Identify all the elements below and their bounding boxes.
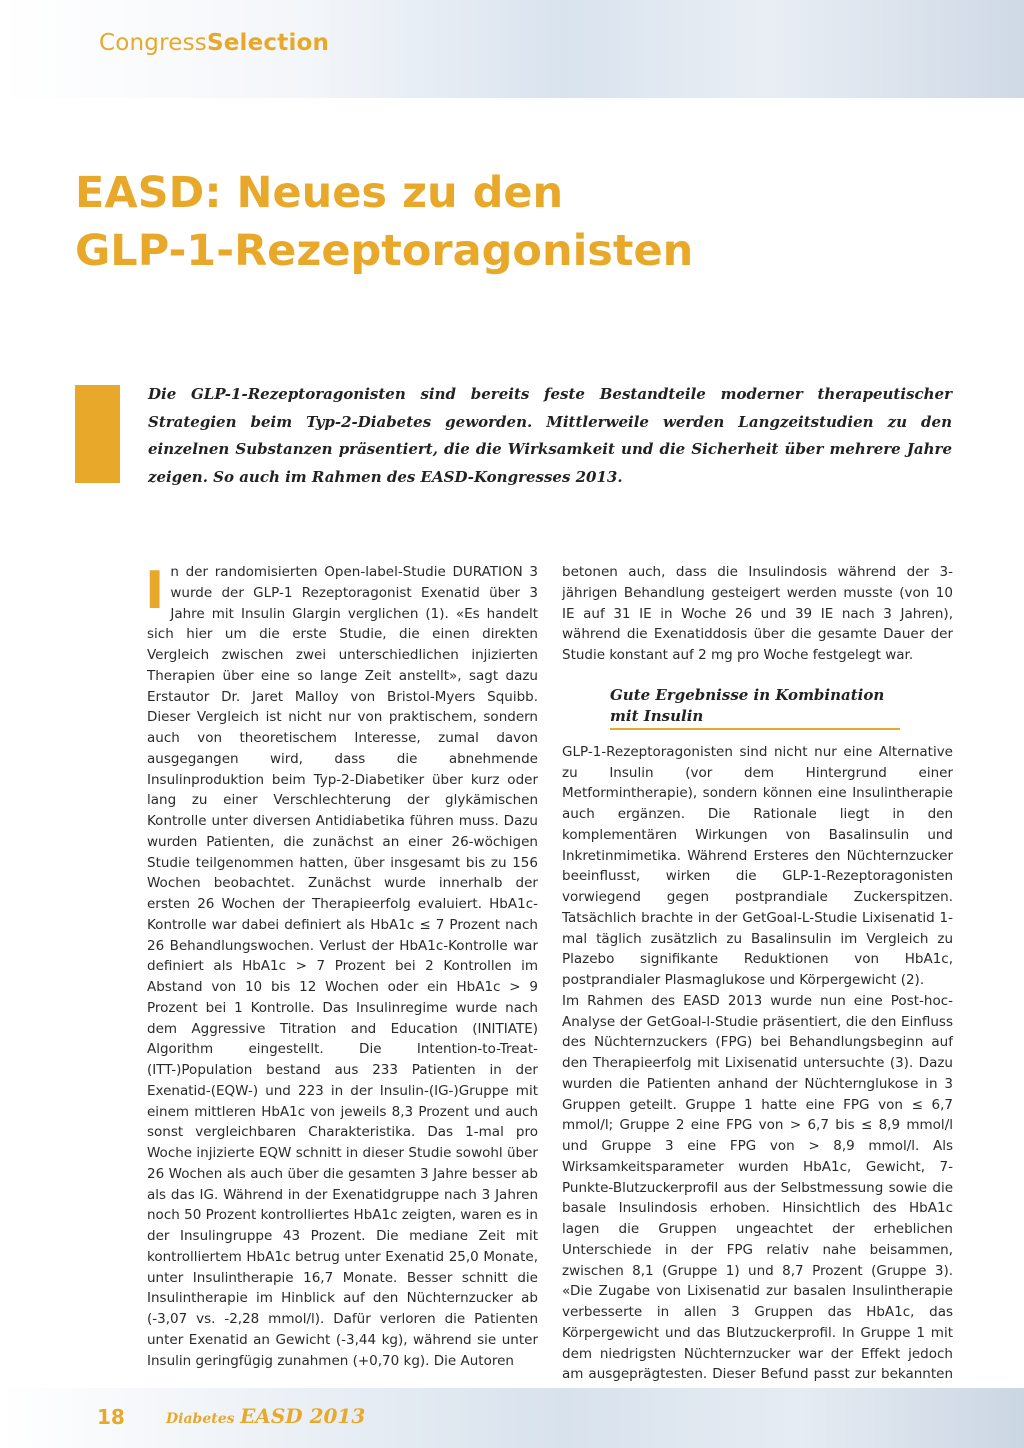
publication-big: EASD 2013 xyxy=(240,1404,366,1428)
publication-name xyxy=(166,1404,365,1428)
title-line-2: GLP-1-Rezeptoragonisten xyxy=(75,226,694,276)
body-paragraph: GLP-1-Rezeptoragonisten sind nicht nur eine Alternative zu Insulin (vor dem Hintergrund einer Metformintherapie), sondern können eine Insulintherapie auch ergänzen. Die Rationale liegt in den komplementären Wirkungen von Basalinsulin und Inkretinmimetika. Während Ersteres den Nüchternzucker beeinflusst, wirken die GLP-1-Rezeptoragonisten vorwiegend gegen postprandiale Zuckerspitzen. Tatsächlich brachte in der GetGoal-L-Studie Lixisenatid 1-mal täglich zusätzlich zu Basalinsulin im Vergleich zu Plazebo signifikante Reduktionen von HbA1c, postprandialer Plasmaglukose und Körpergewicht (2). xyxy=(562,743,953,988)
brand-light: Congress xyxy=(99,30,207,56)
publication-small: Diabetes xyxy=(166,1411,235,1427)
body-paragraph: Im Rahmen des EASD 2013 wurde nun eine Post-hoc-Analyse der GetGoal-l-Studie präsentiert, die den Einfluss des Nüchternzuckers (FPG) bei Behandlungsbeginn auf den Therapieerfolg mit Lixisenatid untersuchte (3). Dazu wurden die Patienten anhand der Nüchternglukose in 3 Gruppen geteilt. Gruppe 1 hatte eine FPG von ≤ 6,7 mmol/l; Gruppe 2 eine FPG von > 6,7 bis ≤ 8,9 mmol/l und Gruppe 3 eine FPG von > 8,9 mmol/l. Als Wirksamkeitsparameter wurden HbA1c, Gewicht, 7-Punkte-Blutzuckerprofil aus der Selbstmessung sowie die basale Insulindosis erhoben. Hinsichtlich des HbA1c lagen die Gruppen ungeachtet der erheblichen Unterschiede in der FPG relativ nahe beisammen, zwischen 8,1 (Gruppe 1) und 8,7 Prozent (Gruppe 3). «Die Zugabe von Lixisenatid zur basalen Insulintherapie verbesserte in allen 3 Gruppen das HbA1c, das Körpergewicht und das Blutzuckerprofil. In Gruppe 1 mit dem niedrigsten Nüchternzucker war der Effekt jedoch am ausgeprägtesten. Dieser Befund passt zur bekannten xyxy=(562,992,953,1383)
section-subheading: Gute Ergebnisse in Kombination mit Insulin xyxy=(610,685,900,730)
lead-accent-bar xyxy=(75,385,120,483)
drop-cap: I xyxy=(145,561,165,621)
congress-selection-logo xyxy=(99,30,329,56)
footer-band xyxy=(0,1388,1024,1448)
column-left xyxy=(147,562,538,1371)
body-text: n der randomisierten Open-label-Studie DURATION 3 wurde der GLP-1 Rezeptoragonist Exenatid über 3 Jahre mit Insulin Glargin verglichen (1). «Es handelt sich hier um die erste Studie, die einen direkten Vergleich zwischen zwei unterschiedlichen injizierten Therapien über eine so lange Zeit anstellt», sagt dazu Erstautor Dr. Jaret Malloy von Bristol-Myers Squibb. Dieser Vergleich ist nicht nur von praktischem, sondern auch von theoretischem Interesse, zumal davon ausgegangen wird, dass die abnehmende Insulinproduktion beim Typ-2-Diabetiker über kurz oder lang zu einer Verschlechterung der glykämischen Kontrolle unter diversen Antidiabetika führen muss. Dazu wurden Patienten, die zunächst an einer 26-wöchigen Studie teilgenommen hatten, über insgesamt bis zu 156 Wochen beobachtet. Zunächst wurde innerhalb der ersten 26 Wochen der Therapieerfolg evaluiert. HbA1c-Kontrolle war dabei definiert als HbA1c ≤ 7 Prozent nach 26 Behandlungswochen. Verlust der HbA1c-Kontrolle war definiert als HbA1c > 7 Prozent bei 2 Kontrollen im Abstand von 10 bis 12 Wochen oder ein HbA1c > 9 Prozent bei 1 Kontrolle. Das Insulinregime wurde nach dem Aggressive Titration and Education (INITIATE) Algorithm eingestellt. Die Intention-to-Treat-(ITT-)Population bestand aus 233 Patienten in der Exenatid-(EQW-) und 223 in der Insulin-(IG-)Gruppe mit einem mittleren HbA1c von jeweils 8,3 Prozent und auch sonst vergleichbaren Charakteristika. Das 1-mal pro Woche injizierte EQW schnitt in dieser Studie sowohl über 26 Wochen als auch über die gesamten 3 Jahre besser ab als das IG. Während in der Exenatidgruppe nach 3 Jahren noch 50 Prozent kontrolliertes HbA1c zeigten, waren es in der Insulingruppe 43 Prozent. Die mediane Zeit mit kontrolliertem HbA1c betrug unter Exenatid 25,0 Monate, unter Insulintherapie 16,7 Monate. Besser schnitt die Insulintherapie im Hinblick auf den Nüchternzucker ab (-3,07 vs. -2,28 mmol/l). Dafür verloren die Patienten unter Exenatid an Gewicht (-3,44 kg), während sie unter Insulin geringfügig zunahmen (+0,70 kg). Die Autoren xyxy=(147,564,538,1369)
brand-bold: Selection xyxy=(206,30,330,56)
body-paragraph: betonen auch, dass die Insulindosis während der 3-jährigen Behandlung gesteigert werden musste (von 10 IE auf 31 IE in Woche 26 und 39 IE nach 3 Jahren), während die Exenatiddosis über die gesamte Dauer der Studie konstant auf 2 mg pro Woche festgelegt war. xyxy=(562,564,953,663)
article-title xyxy=(75,164,955,280)
lead-paragraph: Die GLP-1-Rezeptoragonisten sind bereits feste Bestandteile moderner therapeutischer Strategien beim Typ-2-Diabetes geworden. Mittlerweile werden Langzeitstudien zu den einzelnen Substanzen präsentiert, die die Wirksamkeit und die Sicherheit über mehrere Jahre zeigen. So auch im Rahmen des EASD-Kongresses 2013. xyxy=(148,385,952,486)
body-paragraph xyxy=(147,562,538,1371)
title-line-1: EASD: Neues zu den xyxy=(75,168,564,218)
page-number: 18 xyxy=(97,1405,125,1429)
column-right xyxy=(562,562,953,1406)
